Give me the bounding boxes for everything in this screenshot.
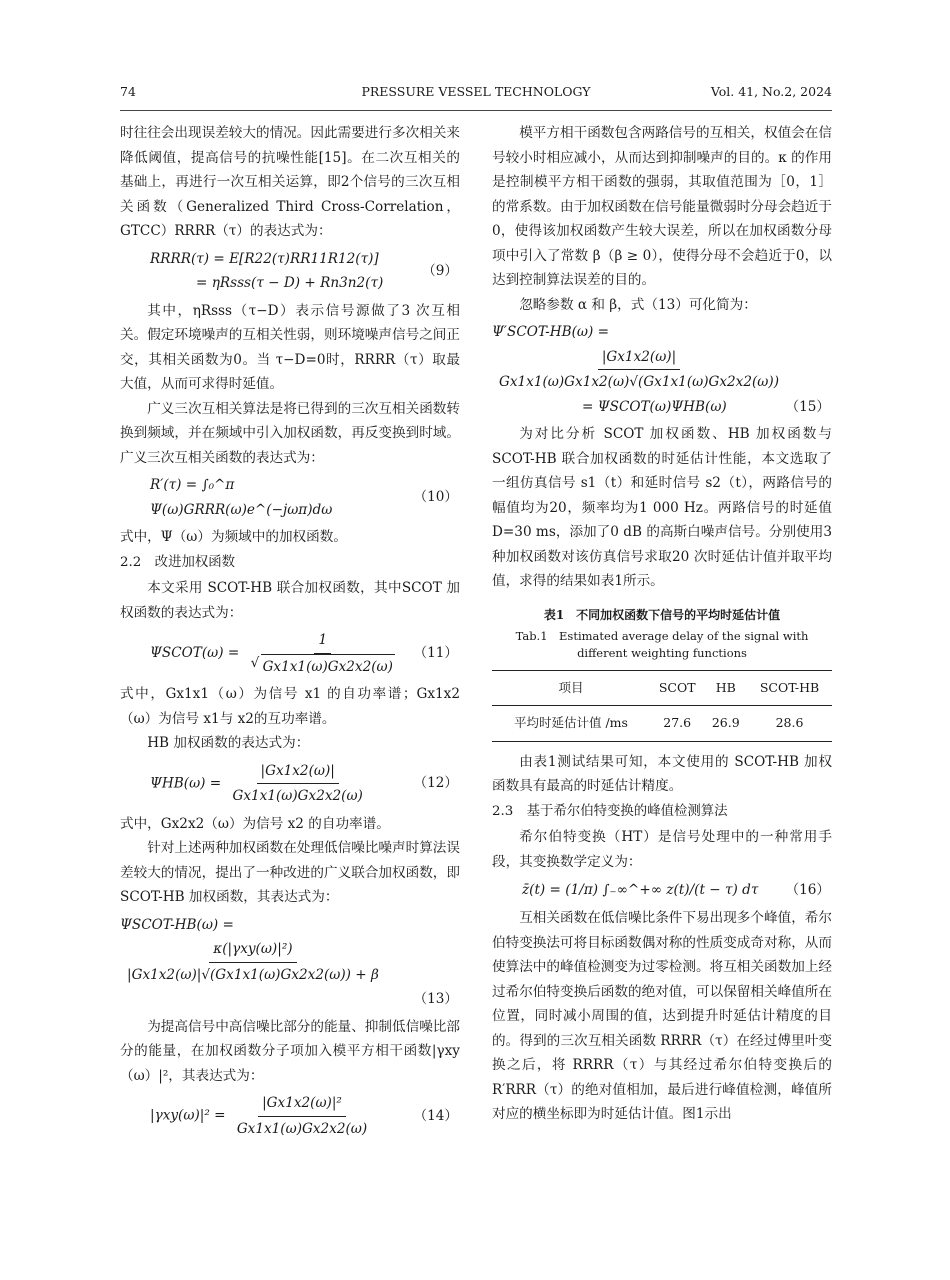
paragraph: 互相关函数在低信噪比条件下易出现多个峰值，希尔伯特变换法可将目标函数偶对称的性质变成奇对称，从而使算法中的峰值检测变为过零检测。将互相关函数加上经过希尔伯特变换后函数的绝对值，可以保留相关峰值所在位置，同时减小周围的值，达到提升时延估计精度的目的。得到的三次互相关函数 RRRR（τ）在经过傅里叶变换之后，将 RRRR（τ）与其经过希尔伯特变换后的 R′RRR（τ）的绝对值相加，最后进行峰值检测，峰值所对应的横坐标即为时延估计值。图1示出 (492, 910, 832, 1122)
table-header-row (492, 670, 832, 706)
table-cell: 平均时延估计值 /ms (513, 715, 628, 730)
equation-15-denominator: Gx1x1(ω)Gx1x2(ω)√(Gx1x1(ω)Gx2x2(ω)) (499, 374, 779, 390)
equation-12 (120, 759, 460, 809)
table-caption-en: Tab.1 Estimated average delay of the signal with different weighting functions (515, 628, 809, 660)
equation-14 (120, 1091, 460, 1141)
equation-15 (492, 320, 832, 419)
equation-number: （13） (413, 991, 458, 1007)
equation-number: （11） (413, 645, 458, 662)
paragraph: 式中，Ψ（ω）为频域中的加权函数。 (120, 529, 347, 545)
equation-13-lhs: ΨSCOT-HB(ω) = (120, 916, 234, 933)
equation-16-body: z̄(t) = (1/π) ∫₋∞^+∞ z(t)/(t − τ) dτ (522, 881, 759, 898)
paragraph: 由表1测试结果可知，本文使用的 SCOT-HB 加权函数具有最高的时延估计精度。 (492, 753, 832, 794)
equation-number: （14） (413, 1107, 458, 1124)
equation-13 (120, 913, 460, 1012)
equation-11-numerator: 1 (314, 628, 331, 654)
equation-14-lhs: |γxy(ω)|² = (150, 1107, 226, 1124)
equation-number: （15） (785, 398, 830, 415)
paragraph: 本文采用 SCOT-HB 联合加权函数，其中SCOT 加权函数的表达式为： (120, 580, 460, 621)
journal-title: PRESSURE VESSEL TECHNOLOGY (361, 84, 591, 99)
equation-14-numerator: |Gx1x2(ω)|² (258, 1091, 346, 1117)
equation-10-body: R′(τ) = ∫₀^π Ψ(ω)GRRR(ω)e^(−jωπ)dω (150, 477, 333, 518)
equation-9 (120, 247, 460, 296)
equation-12-lhs: ΨHB(ω) = (150, 775, 222, 791)
equation-9-line1: RRRR(τ) = E[R22(τ)RR11R12(τ)] (150, 250, 379, 267)
equation-11 (120, 628, 460, 679)
table-cell: 27.6 (663, 715, 692, 730)
section-heading: 2.2 改进加权函数 (120, 554, 236, 570)
equation-11-denominator: √ Gx1x1(ω)Gx2x2(ω) (261, 654, 395, 680)
table-header-cell: HB (715, 679, 736, 695)
equation-12-denominator: Gx1x1(ω)Gx2x2(ω) (232, 788, 363, 804)
paragraph: 式中，Gx2x2（ω）为信号 x2 的自功率谱。 (120, 815, 390, 832)
paragraph: 模平方相干函数包含两路信号的互相关，权值会在信号较小时相应减小，从而达到抑制噪声的目的。κ 的作用是控制模平方相干函数的强弱，其取值范围为［0，1］的常系数。由于加权函数在信号能量微弱时分母会趋近于0，使得该加权函数产生较大误差，所以在加权函数分母项中引入了常数 β（β ≥ 0），使得分母不会趋近于0，以达到控制算法误差的目的。 (492, 125, 832, 288)
running-header (120, 84, 832, 106)
equation-number: （9） (422, 262, 458, 279)
paragraph: 时往往会出现误差较大的情况。因此需要进行多次相关来降低阈值，提高信号的抗噪性能[15]。在二次互相关的基础上，再进行一次互相关运算，即2个信号的三次互相关函数（Generalized Third Cross-Correlation，GTCC）RRRR（τ）的表达式为： (120, 125, 460, 239)
paragraph: 式中，Gx1x1（ω）为信号 x1 的自功率谱；Gx1x2（ω）为信号 x1与 x2的互功率谱。 (120, 686, 460, 727)
equation-13-denominator: |Gx1x2(ω)|√(Gx1x1(ω)Gx2x2(ω)) + β (127, 966, 379, 983)
table-cell: 28.6 (775, 715, 804, 730)
equation-15-lhs: Ψ′SCOT-HB(ω) = (492, 324, 610, 340)
equation-14-denominator: Gx1x1(ω)Gx2x2(ω) (236, 1120, 368, 1137)
page-number: 74 (120, 84, 136, 99)
section-heading: 2.3 基于希尔伯特变换的峰值检测算法 (492, 803, 728, 819)
equation-11-lhs: ΨSCOT(ω) = (150, 645, 240, 661)
paragraph: 忽略参数 α 和 β，式（13）可化简为： (519, 296, 757, 313)
paragraph: HB 加权函数的表达式为： (147, 735, 310, 751)
paragraph: 希尔伯特变换（HT）是信号处理中的一种常用手段，其变换数学定义为： (492, 829, 832, 870)
paragraph: 针对上述两种加权函数在处理低信噪比噪声时算法误差较大的情况，提出了一种改进的广义联合加权函数，即 SCOT-HB 加权函数，其表达式为： (120, 840, 460, 905)
right-column (492, 121, 832, 1127)
header-rule (120, 110, 832, 111)
table-caption-zh: 表1 不同加权函数下信号的平均时延估计值 (543, 607, 781, 622)
equation-number: （12） (413, 775, 458, 792)
table-header-cell: 项目 (558, 679, 584, 695)
paragraph: 广义三次互相关算法是将已得到的三次互相关函数转换到频域，并在频域中引入加权函数，再反变换到时域。广义三次互相关函数的表达式为： (120, 400, 460, 466)
equation-13-numerator: κ(|γxy(ω)|²) (209, 937, 296, 963)
equation-10 (120, 473, 460, 522)
paragraph: 为对比分析 SCOT 加权函数、HB 加权函数与SCOT-HB 联合加权函数的时延估计性能，本文选取了一组仿真信号 s1（t）和延时信号 s2（t），两路信号的幅值均为20，频率均为1 000 Hz。两路信号的时延值 D=30 ms，添加了0 dB 的高斯白噪声信号。分别使用3种加权函数对该仿真信号求取20 次时延估计值并取平均值，求得的结果如表1所示。 (492, 426, 832, 589)
paragraph: 其中，ηRsss（τ−D）表示信号源做了3 次互相关。假定环境噪声的互相关性弱，则环境噪声信号之间正交，其相关函数为0。当 τ−D=0时，RRRR（τ）取最大值，从而可求得时延值。 (120, 302, 460, 392)
equation-16 (492, 877, 832, 903)
delay-table (492, 670, 832, 742)
equation-number: （10） (413, 489, 458, 506)
table-header-cell: SCOT (658, 679, 696, 695)
equation-9-line2: = ηRsss(τ − D) + Rn3n2(τ) (196, 275, 384, 291)
equation-number: （16） (785, 881, 830, 898)
volume-info: Vol. 41, No.2, 2024 (710, 84, 832, 99)
equation-15-numerator: |Gx1x2(ω)| (598, 345, 680, 371)
table-header-cell: SCOT-HB (759, 679, 820, 695)
left-column (120, 121, 460, 1144)
equation-12-numerator: |Gx1x2(ω)| (257, 759, 339, 785)
table-row (492, 706, 832, 742)
equation-15-line2: = ΨSCOT(ω)ΨHB(ω) (582, 398, 727, 415)
paragraph: 为提高信号中高信噪比部分的能量、抑制低信噪比部分的能量，在加权函数分子项加入模平方相干函数|γxy（ω）|²，其表达式为： (120, 1018, 460, 1084)
table-cell: 26.9 (711, 715, 740, 730)
